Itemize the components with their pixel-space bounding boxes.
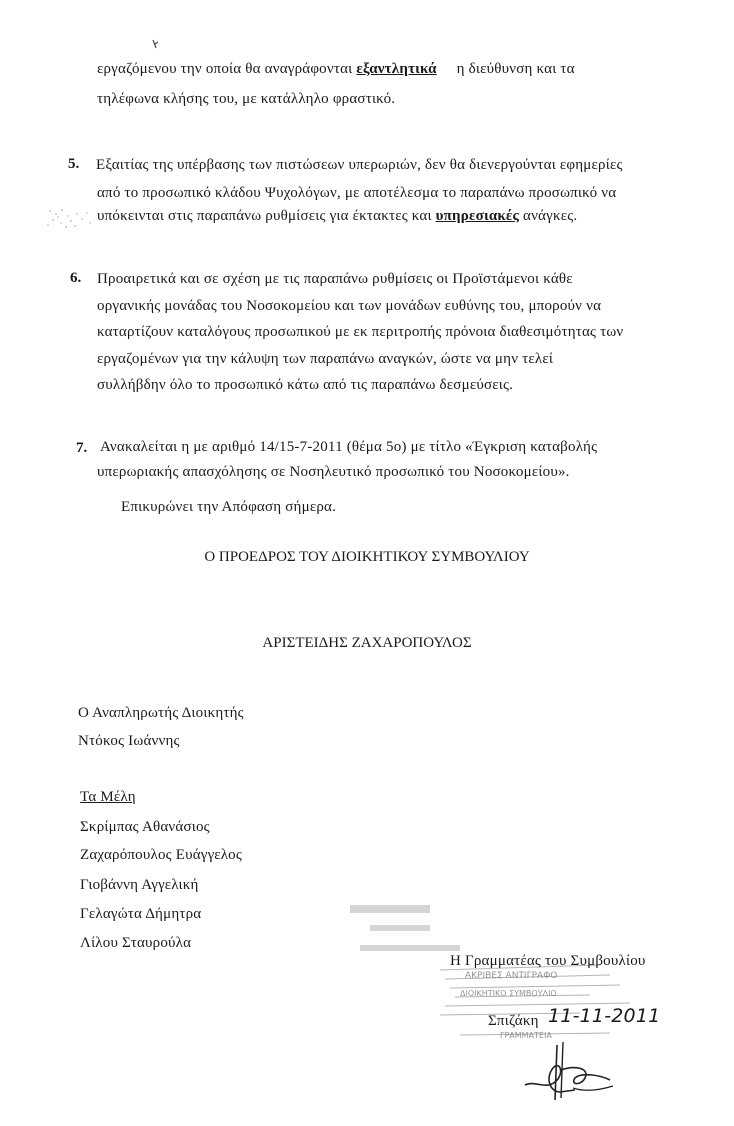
member-name: Λίλου Σταυρούλα: [80, 935, 192, 951]
item-6-line-3: καταρτίζουν καταλόγους προσωπικού με εκ περιτροπής πρόνοια διαθεσιμότητας των: [97, 324, 624, 340]
stamp-line: ΑΚΡΙΒΕΣ ΑΝΤΙΓΡΑΦΟ: [465, 971, 558, 981]
emphasis-text: εξαντλητικά: [356, 61, 437, 77]
item-6-line-2: οργανικής μονάδας του Νοσοκομείου και των μονάδων ευθύνης του, μπορούν να: [97, 298, 602, 314]
emphasis-text: υπηρεσιακές: [435, 208, 520, 224]
item-6-line-4: εργαζομένων για την κάλυψη των παραπάνω αναγκών, ώστε να μην τελεί: [97, 351, 554, 367]
scan-mark: [150, 38, 160, 58]
continuation-line-1: εργαζόμενου την οποία θα αναγράφονται εξαντλητικά η διεύθυνση και τα: [97, 61, 575, 77]
handwritten-signature: [515, 1030, 625, 1105]
item-5-line-1: Εξαιτίας της υπέρβασης των πιστώσεων υπερωριών, δεν θα διενεργούνται εφημερίες: [96, 157, 623, 173]
deputy-title: Ο Αναπληρωτής Διοικητής: [78, 705, 244, 721]
stamp-line: ΔΙΟΙΚΗΤΙΚΟ ΣΥΜΒΟΥΛΙΟ: [460, 989, 557, 998]
president-title: Ο ΠΡΟΕΔΡΟΣ ΤΟΥ ΔΙΟΙΚΗΤΙΚΟΥ ΣΥΜΒΟΥΛΙΟΥ: [204, 549, 530, 565]
item-number: 6.: [70, 270, 82, 286]
ratification-text: Επικυρώνει την Απόφαση σήμερα.: [121, 499, 337, 515]
stamp-line: ΓΡΑΜΜΑΤΕΙΑ: [500, 1031, 552, 1040]
item-7-line-2: υπερωριακής απασχόλησης σε Νοσηλευτικό προσωπικό του Νοσοκομείου».: [97, 464, 570, 480]
continuation-line-2: τηλέφωνα κλήσης του, με κατάλληλο φραστικό.: [97, 91, 396, 107]
item-6-line-5: συλλήβδην όλο το προσωπικό κάτω από τις παραπάνω δεσμεύσεις.: [97, 377, 514, 393]
deputy-name: Ντόκος Ιωάννης: [78, 733, 180, 749]
scan-smudge: [42, 205, 102, 235]
item-5-line-2: από το προσωπικό κλάδου Ψυχολόγων, με αποτέλεσμα το παραπάνω προσωπικό να: [97, 185, 617, 201]
members-heading: Τα Μέλη: [80, 789, 136, 805]
member-name: Ζαχαρόπουλος Ευάγγελος: [80, 847, 243, 863]
member-name: Γελαγώτα Δήμητρα: [80, 906, 202, 922]
handwritten-date: 11-11-2011: [548, 1005, 661, 1027]
secretary-title: Η Γραμματέας του Συμβουλίου: [450, 953, 646, 969]
item-number: 5.: [68, 156, 80, 172]
member-name: Σκρίμπας Αθανάσιος: [80, 819, 210, 835]
item-6-line-1: Προαιρετικά και σε σχέση με τις παραπάνω ρυθμίσεις οι Προϊστάμενοι κάθε: [97, 271, 573, 287]
member-name: Γιοβάννη Αγγελική: [80, 877, 199, 893]
item-number: 7.: [76, 440, 88, 456]
secretary-name: Σπιζάκη: [488, 1013, 539, 1029]
item-5-line-3: υπόκεινται στις παραπάνω ρυθμίσεις για έκτακτες και υπηρεσιακές ανάγκες.: [97, 208, 578, 224]
president-name: ΑΡΙΣΤΕΙΔΗΣ ΖΑΧΑΡΟΠΟΥΛΟΣ: [262, 635, 472, 651]
item-7-line-1: Ανακαλείται η με αριθμό 14/15-7-2011 (θέμα 5ο) με τίτλο «Έγκριση καταβολής: [100, 439, 598, 455]
